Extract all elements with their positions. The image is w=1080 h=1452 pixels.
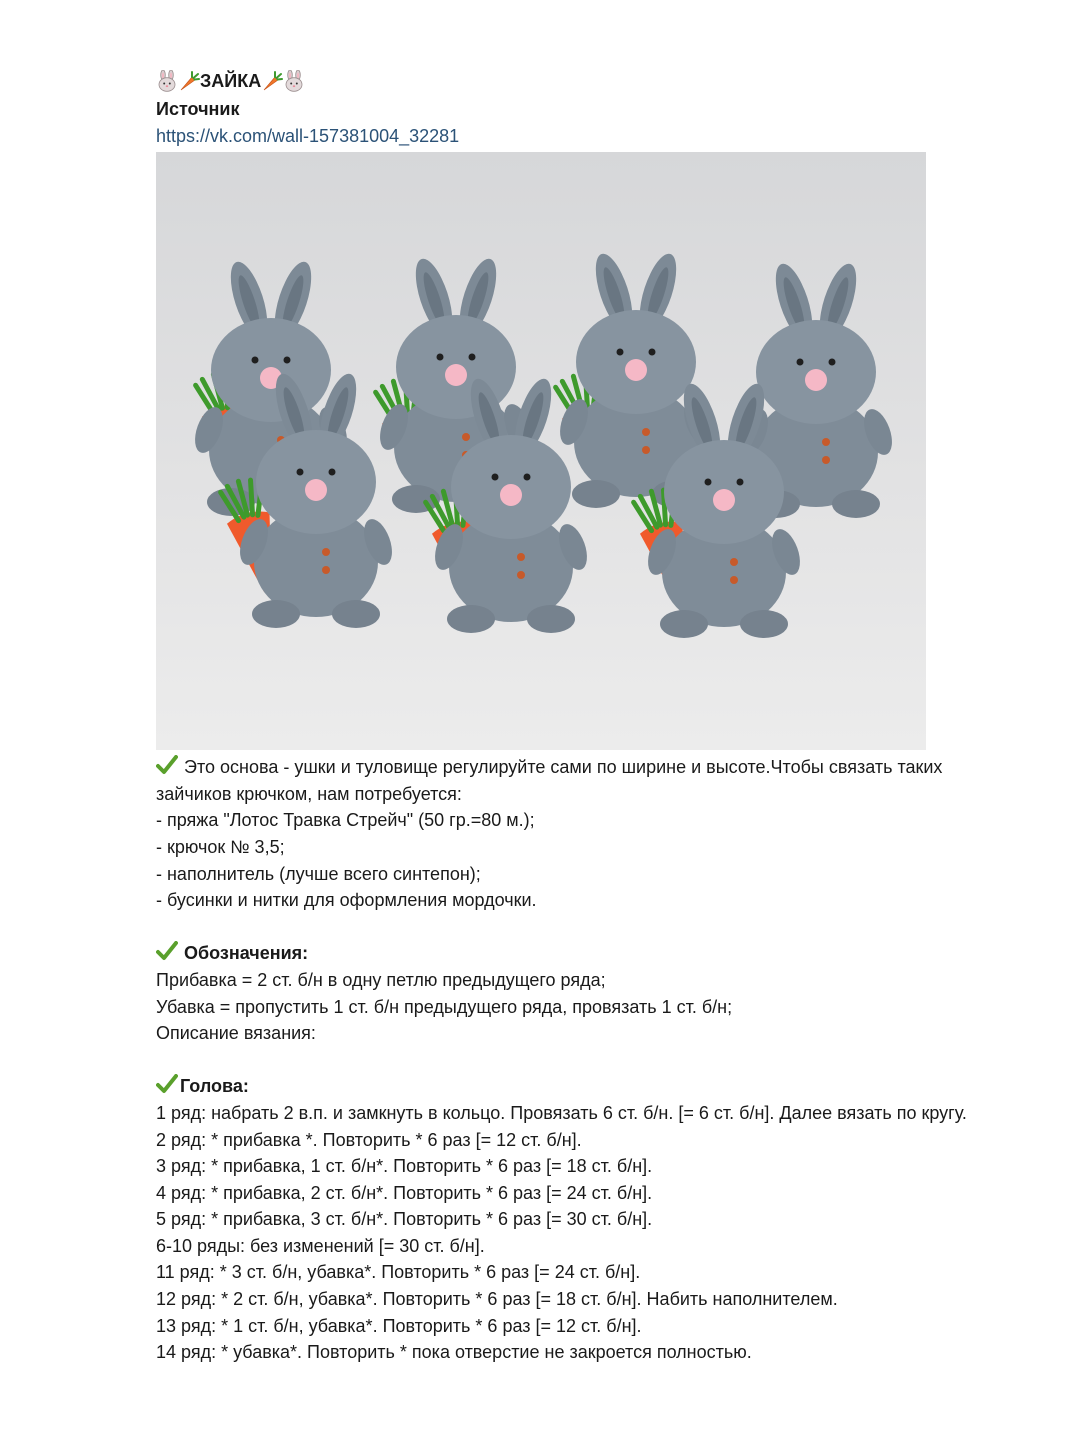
legend-heading-text: Обозначения: <box>184 943 309 964</box>
legend-line: Описание вязания: <box>156 1023 316 1044</box>
head-heading <box>156 1073 1016 1100</box>
pattern-row: 6-10 ряды: без изменений [= 30 ст. б/н]. <box>156 1235 485 1256</box>
document-content <box>156 66 1016 1366</box>
source-link[interactable]: https://vk.com/wall-157381004_32281 <box>156 125 460 146</box>
head-heading-text: Голова: <box>180 1076 249 1097</box>
pattern-row: 11 ряд: * 3 ст. б/н, убавка*. Повторить * 6 раз [= 24 ст. б/н]. <box>156 1262 641 1283</box>
legend-line: Прибавка = 2 ст. б/н в одну петлю предыдущего ряда; <box>156 969 606 990</box>
carrot-icon <box>178 70 200 92</box>
material-item: - пряжа "Лотос Травка Стрейч" (50 гр.=80 м.); <box>156 810 535 831</box>
page-title <box>156 66 1016 96</box>
carrot-icon <box>261 70 283 92</box>
pattern-row: 2 ряд: * прибавка *. Повторить * 6 раз [= 12 ст. б/н]. <box>156 1129 582 1150</box>
source-label: Источник <box>156 99 240 119</box>
photo-knitted-bunnies <box>156 152 926 750</box>
pattern-row: 4 ряд: * прибавка, 2 ст. б/н*. Повторить * 6 раз [= 24 ст. б/н]. <box>156 1182 653 1203</box>
title-text: ЗАЙКА <box>200 70 262 91</box>
material-item: - наполнитель (лучше всего синтепон); <box>156 863 481 884</box>
pattern-row: 3 ряд: * прибавка, 1 ст. б/н*. Повторить * 6 раз [= 18 ст. б/н]. <box>156 1156 653 1177</box>
intro-lead: Это основа - ушки и туловище регулируйте сами по ширине и высоте.Чтобы связать таких зайчиков крючком, нам потребуется: <box>156 757 943 804</box>
check-icon <box>156 755 178 775</box>
pattern-row: 14 ряд: * убавка*. Повторить * пока отверстие не закроется полностью. <box>156 1342 752 1363</box>
legend-heading <box>156 940 1016 967</box>
intro-paragraph <box>156 754 1016 807</box>
rabbit-icon <box>156 70 178 92</box>
rabbit-icon <box>283 70 305 92</box>
material-item: - крючок № 3,5; <box>156 836 285 857</box>
pattern-row: 1 ряд: набрать 2 в.п. и замкнуть в кольцо. Провязать 6 ст. б/н. [= 6 ст. б/н]. Далее вязать по кругу. <box>156 1102 967 1123</box>
check-icon <box>156 1074 178 1094</box>
legend-line: Убавка = пропустить 1 ст. б/н предыдущего ряда, провязать 1 ст. б/н; <box>156 996 733 1017</box>
pattern-row: 12 ряд: * 2 ст. б/н, убавка*. Повторить * 6 раз [= 18 ст. б/н]. Набить наполнителем. <box>156 1289 838 1310</box>
pattern-row: 13 ряд: * 1 ст. б/н, убавка*. Повторить * 6 раз [= 12 ст. б/н]. <box>156 1315 642 1336</box>
check-icon <box>156 941 178 961</box>
material-item: - бусинки и нитки для оформления мордочки. <box>156 890 537 911</box>
spacer <box>156 1047 1016 1074</box>
spacer <box>156 914 1016 941</box>
pattern-row: 5 ряд: * прибавка, 3 ст. б/н*. Повторить * 6 раз [= 30 ст. б/н]. <box>156 1209 653 1230</box>
